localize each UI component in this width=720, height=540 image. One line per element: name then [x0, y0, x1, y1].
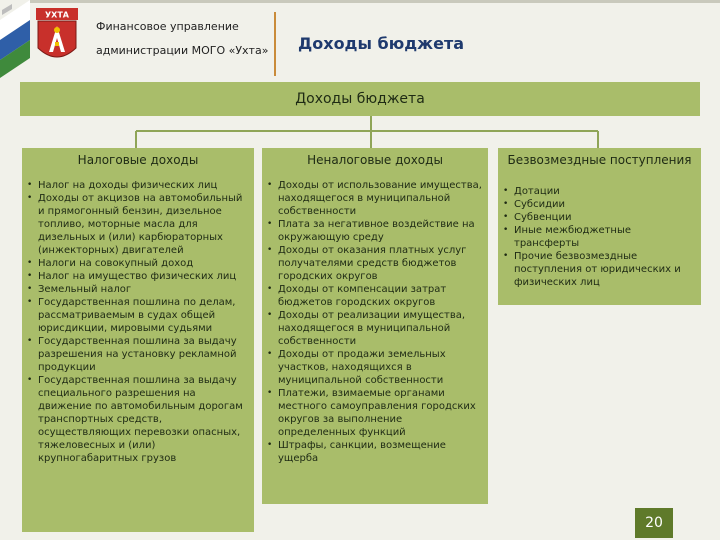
- list-item: • Иные межбюджетные трансферты: [514, 224, 695, 250]
- column-heading: Неналоговые доходы: [307, 153, 443, 167]
- list-item: • Субвенции: [514, 211, 695, 224]
- list-item: • Доходы от использование имущества, находящегося в муниципальной собственности: [278, 179, 482, 218]
- column-gratuitous-receipts: [498, 148, 701, 305]
- column-heading: Налоговые доходы: [77, 153, 199, 167]
- list-item: • Земельный налог: [38, 283, 248, 296]
- list-item: • Доходы от продажи земельных участков, находящихся в муниципальной собственности: [278, 348, 482, 387]
- list-item: • Дотации: [514, 185, 695, 198]
- list-item: • Доходы от оказания платных услуг получателями средств бюджетов городских округов: [278, 244, 482, 283]
- column-non-tax-revenue: [262, 148, 488, 504]
- org-name-line-1: Финансовое управление: [96, 20, 239, 33]
- column-heading: Безвозмездные поступления: [507, 153, 692, 167]
- list-item: • Доходы от акцизов на автомобильный и прямогонный бензин, дизельное топливо, моторные масла для дизельных и (или) карбюраторных (инжекторных) двигателей: [38, 192, 248, 257]
- list-item: • Налог на доходы физических лиц: [38, 179, 248, 192]
- column-tax-revenue: [22, 148, 254, 532]
- list-item: • Доходы от компенсации затрат бюджетов городских округов: [278, 283, 482, 309]
- list-item: • Государственная пошлина за выдачу специального разрешения на движение по автомобильным дорогам транспортных средств, осуществляющих перевозки опасных, тяжеловесных и (или) крупногабаритных грузов: [38, 374, 248, 465]
- page-number-badge: [635, 508, 673, 538]
- list-item: • Прочие безвозмездные поступления от юридических и физических лиц: [514, 250, 695, 289]
- list-item: • Штрафы, санкции, возмещение ущерба: [278, 439, 482, 465]
- list-item: • Налог на имущество физических лиц: [38, 270, 248, 283]
- list-item: • Налоги на совокупный доход: [38, 257, 248, 270]
- list-item: • Плата за негативное воздействие на окружающую среду: [278, 218, 482, 244]
- list-item: • Доходы от реализации имущества, находящегося в муниципальной собственности: [278, 309, 482, 348]
- page-title: Доходы бюджета: [298, 34, 465, 53]
- list-item: • Государственная пошлина по делам, рассматриваемым в судах общей юрисдикции, мировыми судьями: [38, 296, 248, 335]
- root-node-label: Доходы бюджета: [295, 91, 425, 107]
- page-number: 20: [645, 515, 663, 531]
- list-item: • Государственная пошлина за выдачу разрешения на установку рекламной продукции: [38, 335, 248, 374]
- list-item: • Платежи, взимаемые органами местного самоуправления городских округов за выполнение определенных функций: [278, 387, 482, 439]
- svg-text:УХТА: УХТА: [45, 10, 69, 20]
- list-item: • Субсидии: [514, 198, 695, 211]
- org-name-line-2: администрации МОГО «Ухта»: [96, 44, 269, 57]
